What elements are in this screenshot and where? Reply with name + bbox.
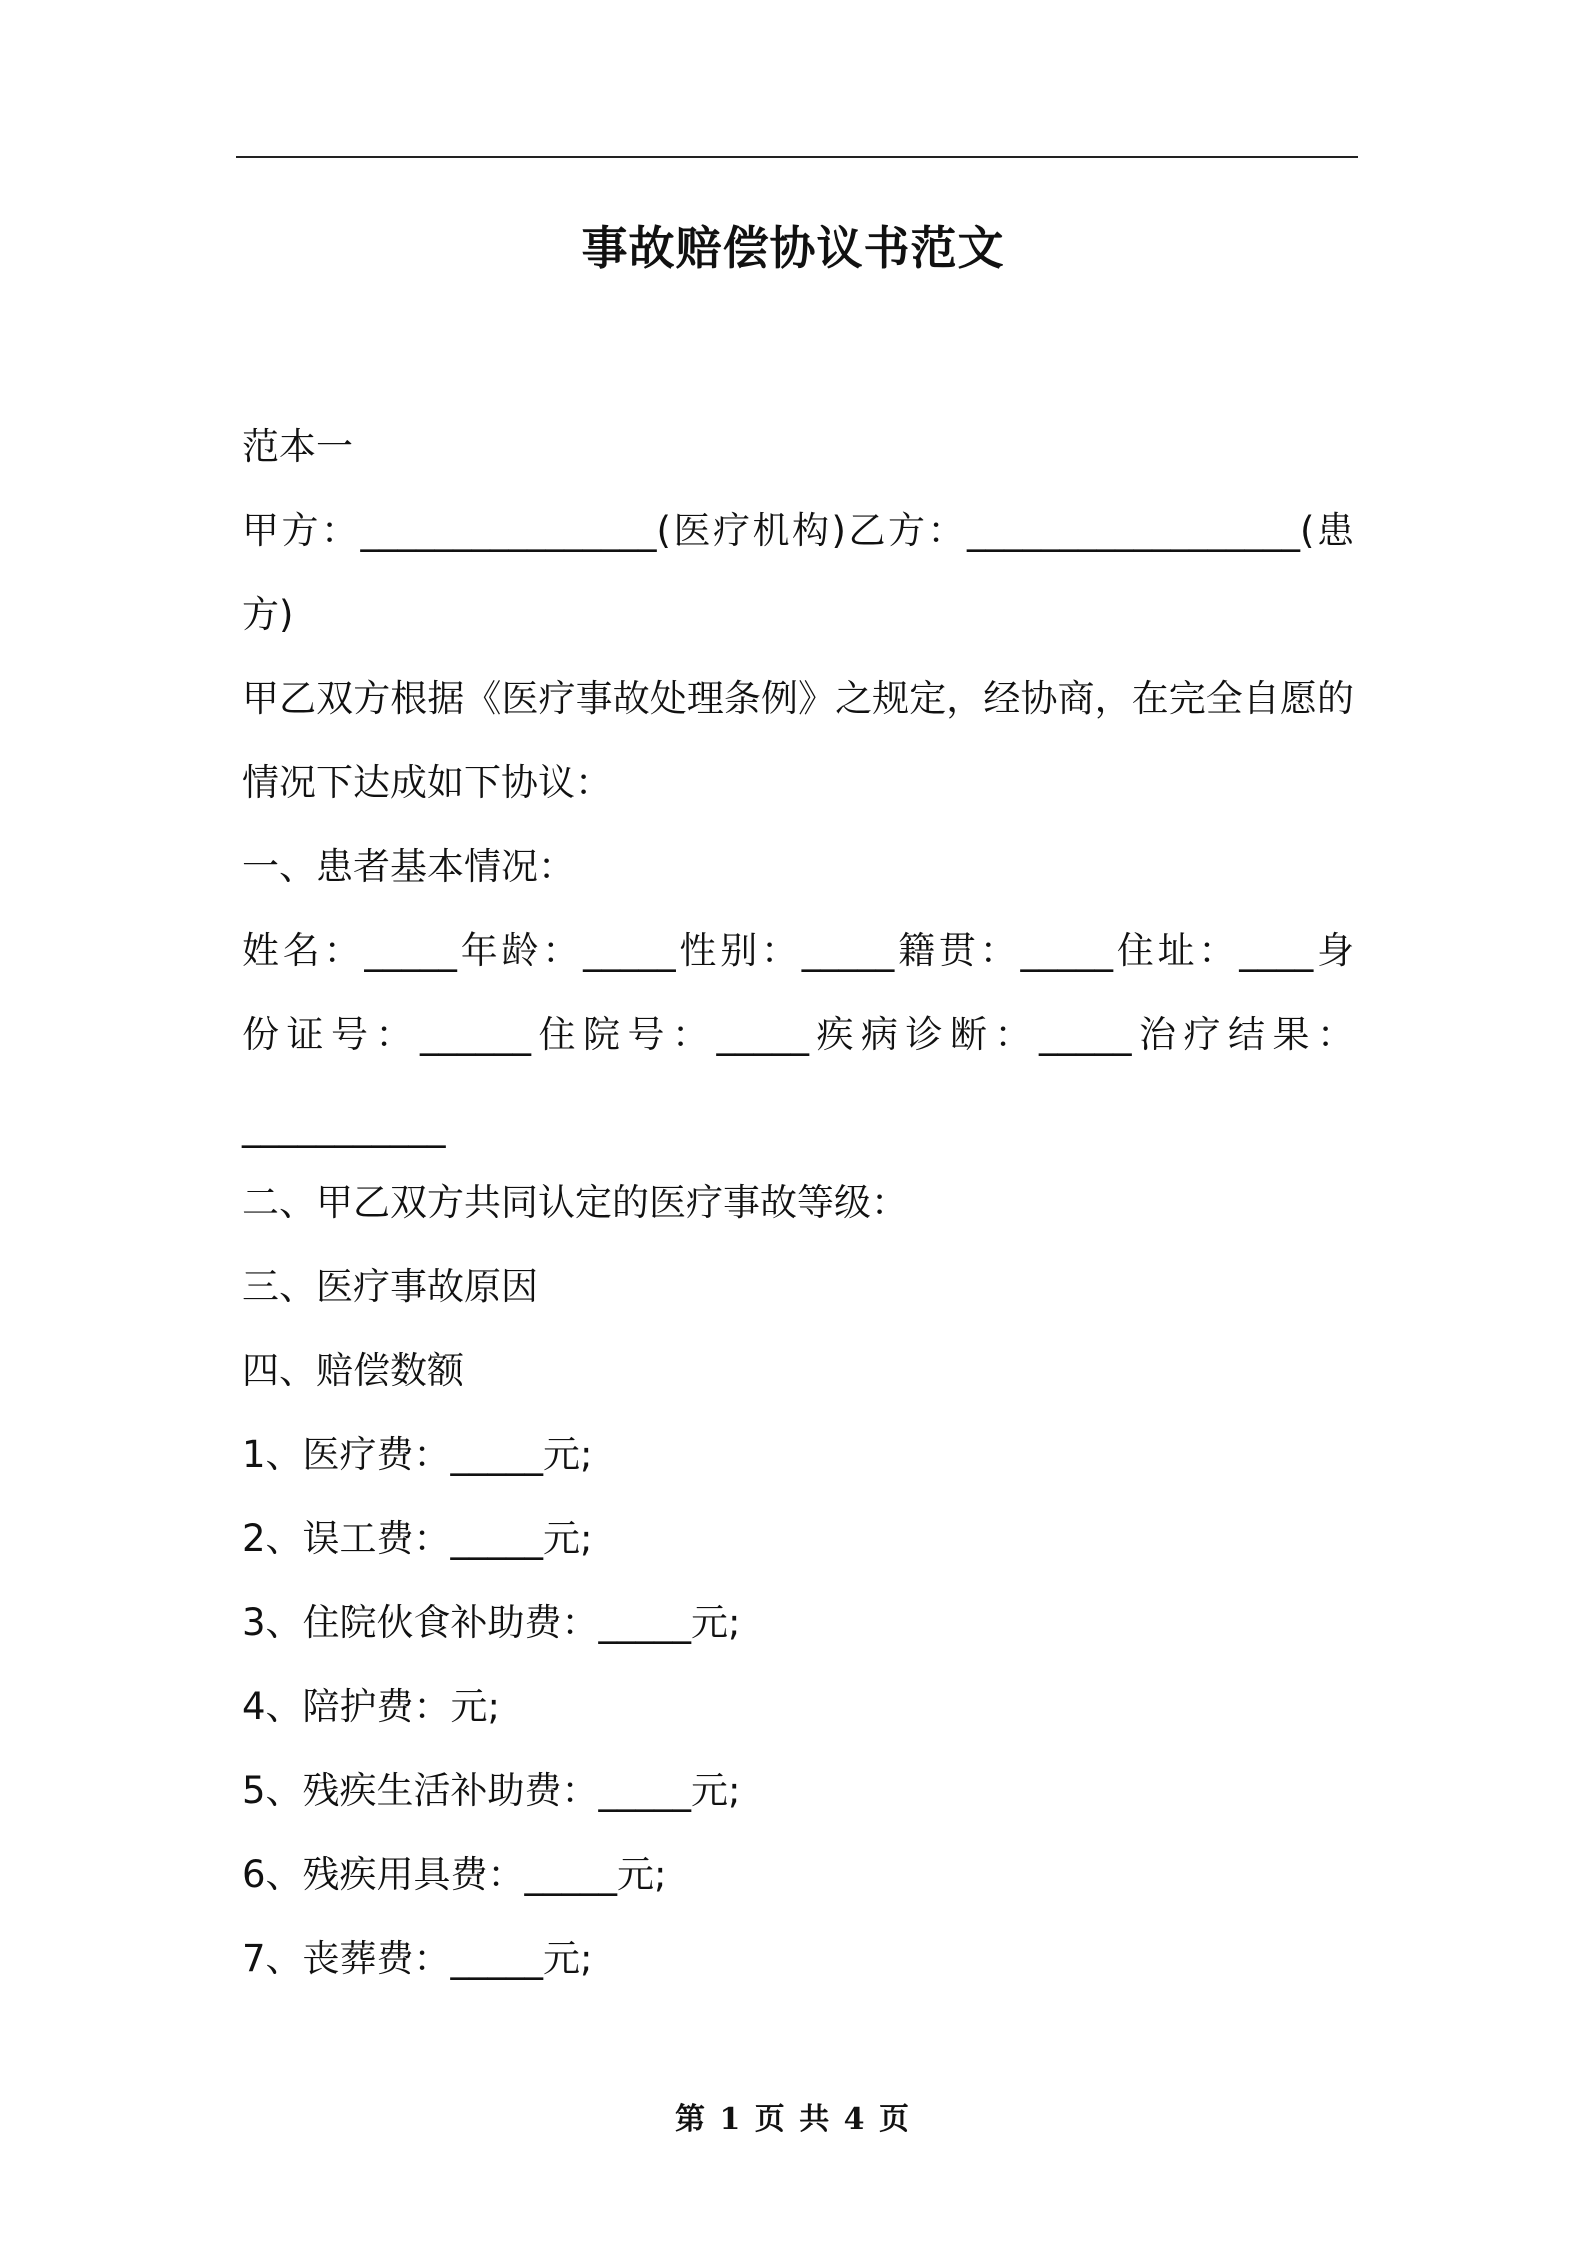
preamble-line: 甲乙双方根据《医疗事故处理条例》之规定，经协商，在完全自愿的 xyxy=(242,677,1354,720)
patient-info-blank: ___________ xyxy=(242,1105,446,1148)
document-title: 事故赔偿协议书范文 xyxy=(581,221,1005,275)
compensation-item: 3、住院伙食补助费：_____元; xyxy=(242,1601,741,1644)
compensation-item: 2、误工费：_____元; xyxy=(242,1517,593,1560)
header-rule xyxy=(236,156,1358,158)
clause-heading: 二、甲乙双方共同认定的医疗事故等级： xyxy=(242,1181,908,1224)
party-line-continuation: 方) xyxy=(242,593,294,636)
compensation-item: 5、残疾生活补助费：_____元; xyxy=(242,1769,741,1812)
clause-heading: 一、患者基本情况： xyxy=(242,845,575,888)
clause-heading: 四、赔偿数额 xyxy=(242,1349,464,1392)
patient-info-line: 份证号：______住院号：_____疾病诊断：_____治疗结果： xyxy=(242,1013,1354,1056)
patient-info-line: 姓名：_____年龄：_____性别：_____籍贯：_____住址：____身 xyxy=(242,929,1354,972)
party-line: 甲方：________________(医疗机构)乙方：__________________(患 xyxy=(242,509,1354,552)
compensation-item: 7、丧葬费：_____元; xyxy=(242,1937,593,1980)
preamble-line-continuation: 情况下达成如下协议： xyxy=(242,761,612,804)
compensation-item: 6、残疾用具费：_____元; xyxy=(242,1853,667,1896)
section-label: 范本一 xyxy=(242,425,353,468)
page-indicator: 第 1 页 共 4 页 xyxy=(675,2102,911,2137)
compensation-item: 4、陪护费：元; xyxy=(242,1685,501,1728)
document-body xyxy=(242,405,1354,2001)
compensation-item: 1、医疗费：_____元; xyxy=(242,1433,593,1476)
clause-heading: 三、医疗事故原因 xyxy=(242,1265,538,1308)
